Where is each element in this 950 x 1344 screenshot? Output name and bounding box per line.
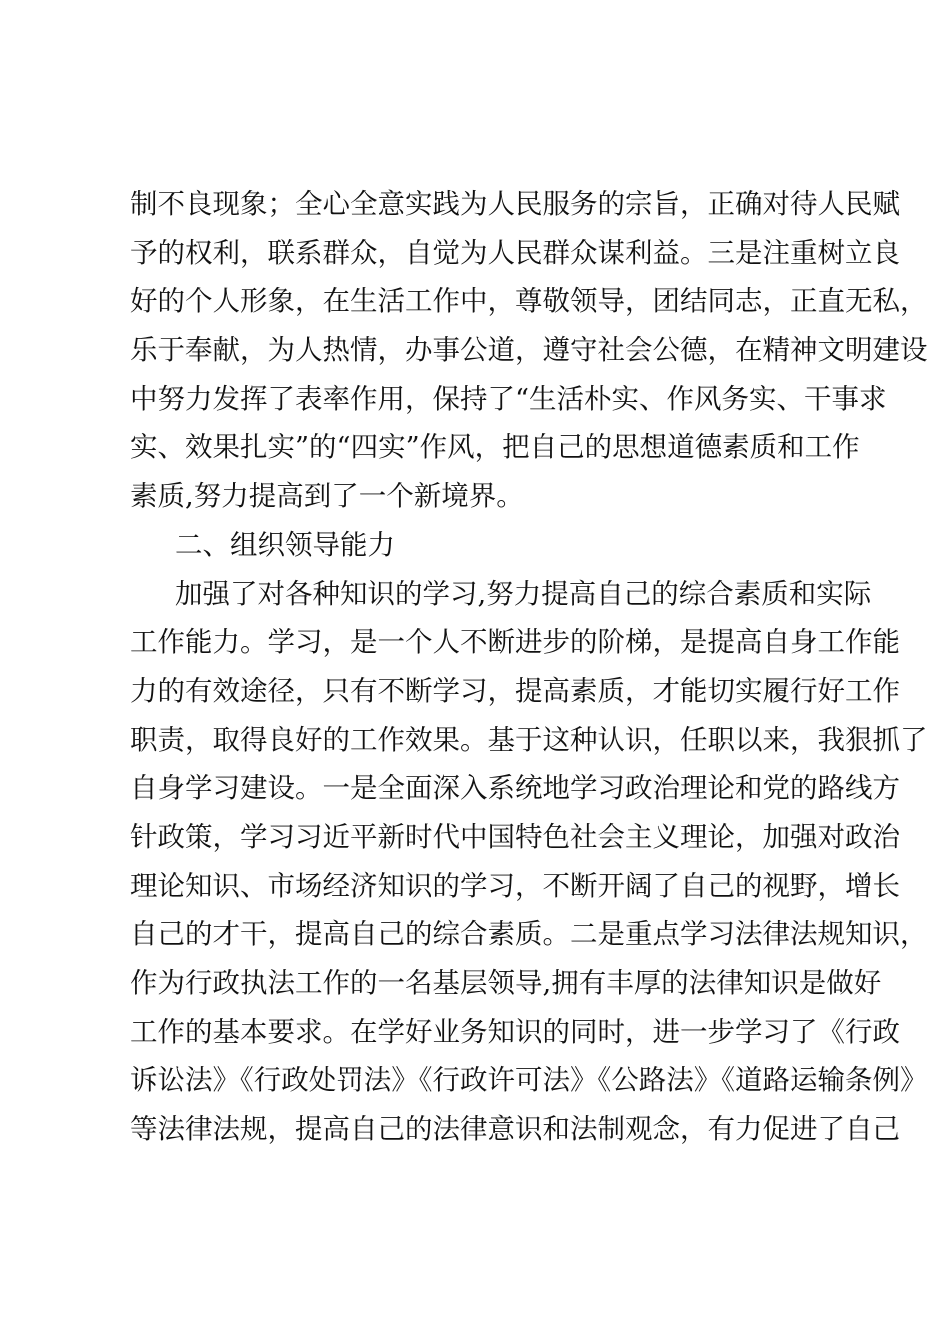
- paragraph-line: 力的有效途径，只有不断学习，提高素质，才能切实履行好工作: [130, 674, 900, 707]
- paragraph-line: 作为行政执法工作的一名基层领导,拥有丰厚的法律知识是做好: [130, 967, 882, 999]
- paragraph-line: 好的个人形象，在生活工作中，尊敬领导，团结同志，正直无私，: [130, 285, 928, 318]
- paragraph-line: 予的权利，联系群众，自觉为人民群众谋利益。三是注重树立良: [130, 236, 900, 269]
- paragraph-line: 理论知识、市场经济知识的学习，不断开阔了自己的视野，增长: [130, 869, 900, 902]
- body-text: [130, 180, 928, 1154]
- paragraph-line: 工作的基本要求。在学好业务知识的同时，进一步学习了《行政: [130, 1015, 900, 1048]
- paragraph-line: 实、效果扎实”的“四实”作风，把自己的思想道德素质和工作: [130, 431, 860, 464]
- paragraph-line: 等法律法规，提高自己的法律意识和法制观念，有力促进了自己: [130, 1113, 900, 1146]
- paragraph-line: 中努力发挥了表率作用，保持了“生活朴实、作风务实、干事求: [130, 382, 887, 415]
- paragraph-line: 自身学习建设。一是全面深入系统地学习政治理论和党的路线方: [130, 772, 900, 805]
- paragraph-line: 自己的才干，提高自己的综合素质。二是重点学习法律法规知识，: [130, 918, 928, 951]
- section-heading: 二、组织领导能力: [175, 528, 395, 561]
- paragraph-line: 诉讼法》《行政处罚法》《行政许可法》《公路法》《道路运输条例》: [130, 1064, 928, 1097]
- paragraph-line: 加强了对各种知识的学习,努力提高自己的综合素质和实际: [175, 577, 872, 610]
- paragraph-line: 乐于奉献，为人热情，办事公道，遵守社会公德，在精神文明建设: [130, 334, 928, 367]
- paragraph-line: 工作能力。学习，是一个人不断进步的阶梯，是提高自身工作能: [130, 626, 900, 659]
- paragraph-line: 针政策，学习习近平新时代中国特色社会主义理论，加强对政治: [130, 820, 900, 853]
- paragraph-line: 职责，取得良好的工作效果。基于这种认识，任职以来，我狠抓了: [130, 723, 928, 756]
- paragraph-line: 制不良现象；全心全意实践为人民服务的宗旨，正确对待人民赋: [130, 188, 900, 220]
- paragraph-line: 素质,努力提高到了一个新境界。: [130, 480, 524, 513]
